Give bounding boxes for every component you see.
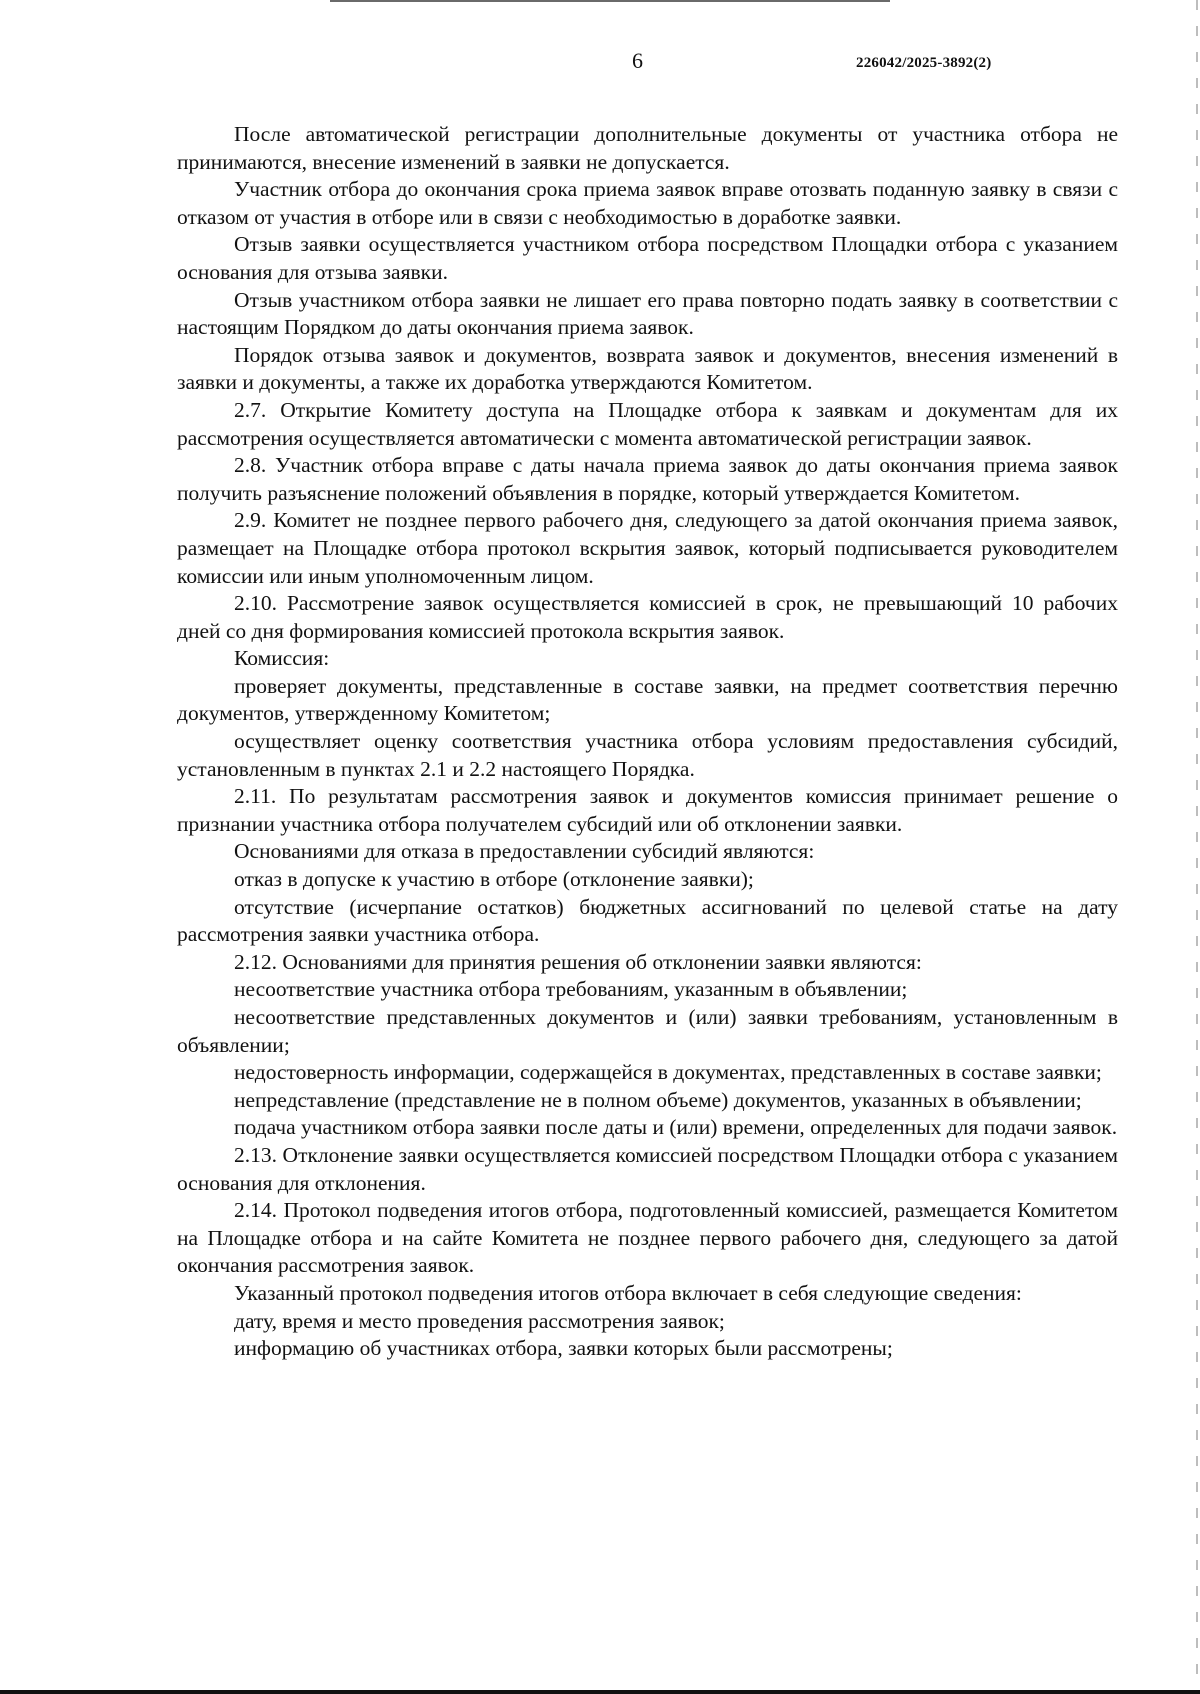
list-item: информацию об участниках отбора, заявки которых были рассмотрены; bbox=[234, 1336, 893, 1361]
clause-2-8: 2.8. Участник отбора вправе с даты начала приема заявок до даты окончания приема заявок получить разъяснение положений объявления в порядке, который утверждается Комитетом. bbox=[177, 453, 1118, 505]
clause-2-14: 2.14. Протокол подведения итогов отбора, подготовленный комиссией, размещается Комитетом на Площадке отбора и на сайте Комитета не позднее первого рабочего дня, следующего за датой окончания рассмотрения заявок. bbox=[177, 1198, 1118, 1278]
list-item: проверяет документы, представленные в составе заявки, на предмет соответствия перечню документов, утвержденному Комитетом; bbox=[177, 673, 1118, 726]
paragraph: Участник отбора до окончания срока приема заявок вправе отозвать поданную заявку в связи с отказом от участия в отборе или в связи с необходимостью в доработке заявки. bbox=[177, 177, 1118, 229]
list-item: дату, время и место проведения рассмотрения заявок; bbox=[234, 1308, 725, 1333]
list-item: отказ в допуске к участию в отборе (отклонение заявки); bbox=[234, 867, 754, 892]
clause-2-10: 2.10. Рассмотрение заявок осуществляется комиссией в срок, не превышающий 10 рабочих дней со дня формирования комиссией протокола вскрытия заявок. bbox=[177, 591, 1118, 643]
list-item: отсутствие (исчерпание остатков) бюджетных ассигнований по целевой статье на дату рассмотрения заявки участника отбора. bbox=[177, 894, 1118, 947]
clause-2-9: 2.9. Комитет не позднее первого рабочего дня, следующего за датой окончания приема заявок, размещает на Площадке отбора протокол вскрытия заявок, который подписывается руководителем комиссии или иным уполномоченным лицом. bbox=[177, 508, 1118, 588]
paragraph: Отзыв участником отбора заявки не лишает его права повторно подать заявку в соответствии с настоящим Порядком до даты окончания приема заявок. bbox=[177, 287, 1118, 340]
list-item: непредставление (представление не в полном объеме) документов, указанных в объявлении; bbox=[234, 1087, 1082, 1112]
scan-edge-top bbox=[330, 0, 890, 2]
list-item: осуществляет оценку соответствия участника отбора условиям предоставления субсидий, установленным в пунктах 2.1 и 2.2 настоящего Порядка. bbox=[177, 729, 1118, 781]
paragraph: После автоматической регистрации дополнительные документы от участника отбора не принимаются, внесение изменений в заявки не допускается. bbox=[177, 122, 1118, 174]
scan-edge-right bbox=[1196, 0, 1198, 1694]
list-item: несоответствие представленных документов и (или) заявки требованиям, установленным в объявлении; bbox=[177, 1005, 1118, 1057]
page-number: 6 bbox=[632, 48, 643, 73]
list-item: несоответствие участника отбора требованиям, указанным в объявлении; bbox=[234, 977, 908, 1002]
scan-edge-bottom bbox=[0, 1690, 1200, 1694]
clause-2-11: 2.11. По результатам рассмотрения заявок и документов комиссия принимает решение о признании участника отбора получателем субсидий или об отклонении заявки. bbox=[177, 784, 1118, 836]
paragraph: Указанный протокол подведения итогов отбора включает в себя следующие сведения: bbox=[234, 1280, 1022, 1305]
paragraph: Отзыв заявки осуществляется участником отбора посредством Площадки отбора с указанием основания для отзыва заявки. bbox=[177, 232, 1118, 284]
list-item: подача участником отбора заявки после даты и (или) времени, определенных для подачи заявок. bbox=[234, 1115, 1118, 1140]
paragraph: Основаниями для отказа в предоставлении субсидий являются: bbox=[234, 839, 815, 864]
paragraph: Порядок отзыва заявок и документов, возврата заявок и документов, внесения изменений в заявки и документы, а также их доработка утверждаются Комитетом. bbox=[177, 342, 1118, 395]
clause-2-13: 2.13. Отклонение заявки осуществляется комиссией посредством Площадки отбора с указанием основания для отклонения. bbox=[177, 1142, 1118, 1195]
list-item: недостоверность информации, содержащейся в документах, представленных в составе заявки; bbox=[234, 1060, 1102, 1085]
paragraph: Комиссия: bbox=[234, 646, 330, 671]
document-body bbox=[177, 121, 1118, 1363]
document-reference-number: 226042/2025-3892(2) bbox=[856, 55, 992, 71]
clause-2-12: 2.12. Основаниями для принятия решения об отклонении заявки являются: bbox=[234, 949, 922, 974]
clause-2-7: 2.7. Открытие Комитету доступа на Площадке отбора к заявкам и документам для их рассмотрения осуществляется автоматически с момента автоматической регистрации заявок. bbox=[177, 397, 1118, 450]
